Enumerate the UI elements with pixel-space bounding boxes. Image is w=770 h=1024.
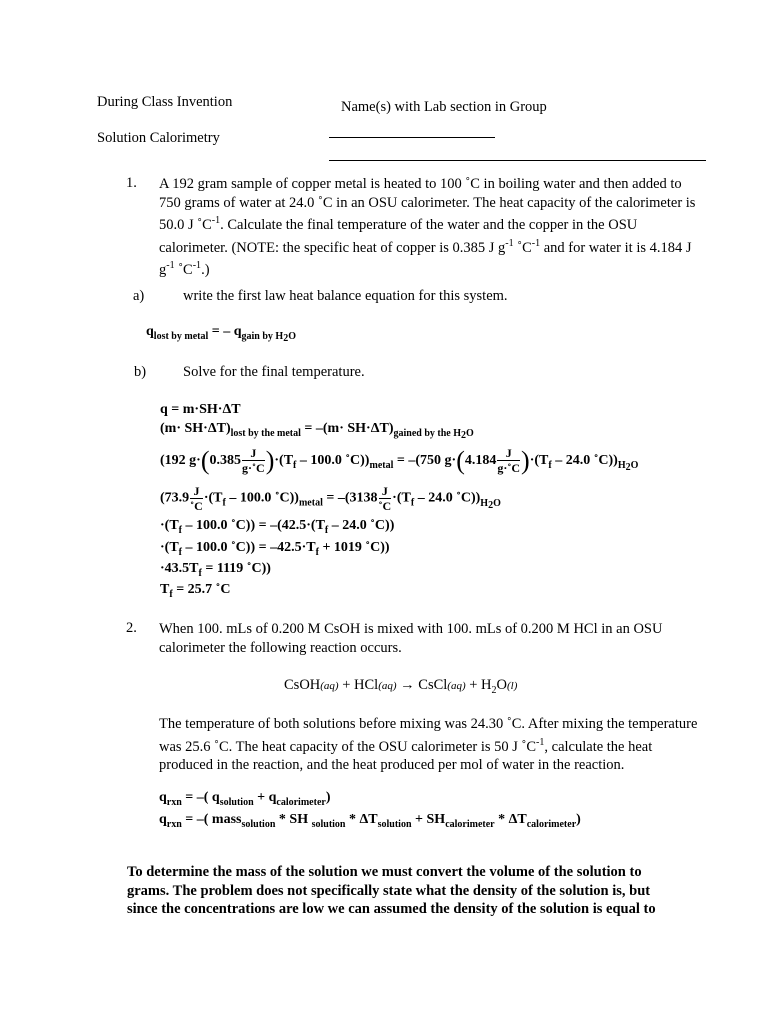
heat-balance-equation: $q_{lost by metal}$ = – $q_{gain by H_2O}$ [146,324,296,344]
topic-title: Solution Calorimetry [97,130,220,146]
name-line-2 [329,160,706,161]
solution-final-temperature: $T_f = 25.7$ ˚C [160,582,231,600]
qrxn-equation-1: $q_{rxn}$ = –( $q_{solution} + q_{calorimeter}$) [159,790,331,808]
solution-step-4: (73.9 $\frac{J}{˚C}$ $\cdot(T_f - 100.0$ $˚C))_{metal} = -(3138$ $\frac{J}{˚C}$ $\cdot(T_f - 24.0$ $˚C))_{H_2O}$ [160,484,501,513]
part-a-label: a) [133,288,145,304]
solution-step-3: (192 g·(0.385 $\frac{J}{g\cdot˚C}$ )$\cdot(T_f - 100.0$ $˚C))_{metal} = -(750$ g·(4.184 $\frac{J}{g\cdot˚C}$ )$\cdot(T_f - 24.0$ $˚C))_{H_2O}$ [160,445,639,476]
reaction-equation: CsOH(aq) + HCl(aq) → CsCl(aq) + $H_2O(l)$ [284,677,518,696]
problem-2-number: 2. [126,620,137,636]
solution-step-1: q = m·SH·ΔT [160,402,241,417]
solution-step-5: $\cdot(T_f - 100.0$ ˚C)) = $-(42.5\cdot(T_f - 24.0$ ˚C)) [160,518,395,536]
part-b-text: Solve for the final temperature. [183,364,365,380]
problem-2-conditions: The temperature of both solutions before mixing was 24.30 ˚C. After mixing the temperature was 25.6 ˚C. The heat capacity of the OSU calorimeter is 50 J $˚C^{-1}$, calculate the heat produced in the reaction, and the heat produced per mol of water in the reaction. [159,716,698,773]
problem-2-text: When 100. mLs of 0.200 M CsOH is mixed with 100. mLs of 0.200 M HCl in an OSU calorimeter the following reaction occurs. [159,621,663,656]
part-a-text: write the first law heat balance equation for this system. [183,288,508,304]
problem-1-text: A 192 gram sample of copper metal is heated to 100 ˚C in boiling water and then added to 750 grams of water at 24.0 ˚C in an OSU calorimeter. The heat capacity of the calorimeter is 50.0 J $˚C^{-1}$. Calculate the final temperature of the water and the copper in the OSU calorimeter. (NOTE: the specific heat of copper is 0.385 J $g^{-1}$ $˚C^{-1}$ and for water it is 4.184 J $g^{-1}$ $˚C^{-1}$.) [159,176,696,278]
qrxn-equation-2: $q_{rxn}$ = –( mass$_{solution}$ * SH $_{solution} * \Delta T_{solution} + SH_{calorimeter} * \Delta T_{calorimeter}$) [159,812,581,830]
solution-step-6: $\cdot(T_f - 100.0$ ˚C)) = $-42.5\cdot T_f + 1019$ ˚C)) [160,540,390,558]
part-b-label: b) [134,364,147,380]
mass-explanation: To determine the mass of the solution we must convert the volume of the solution to grams. The problem does not specifically state what the density of the solution is, but since the concentrations are low we can assumed the density of the solution is equal to [127,864,656,917]
solution-step-2: $(m\cdot SH\cdot\Delta T)_{lost by the metal} = -(m\cdot SH\cdot\Delta T)_{gained by the H_2O}$ [160,421,474,441]
problem-1-number: 1. [126,175,137,191]
course-title: During Class Invention [97,94,233,110]
solution-step-7: $\cdot 43.5T_f = 1119$ ˚C)) [160,561,271,579]
names-label: Name(s) with Lab section in Group [341,99,547,115]
name-line-1 [329,137,495,138]
